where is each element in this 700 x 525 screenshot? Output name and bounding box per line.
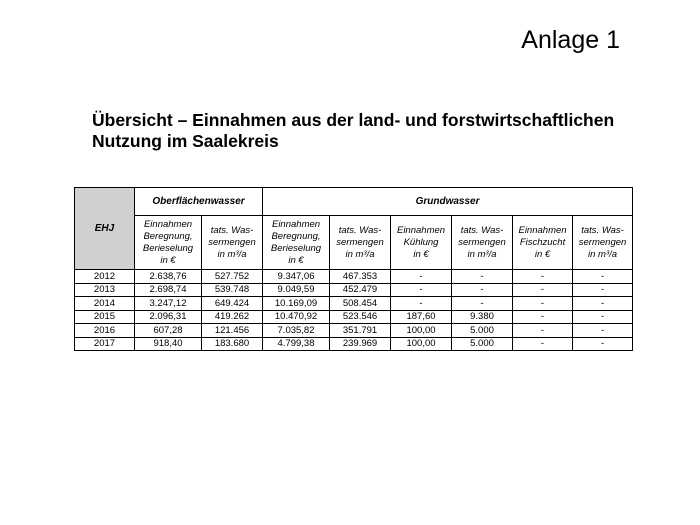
table-row bbox=[75, 283, 633, 297]
year-cell: 2015 bbox=[75, 310, 135, 324]
sub-header-cell bbox=[573, 216, 633, 270]
table-cell: 539.748 bbox=[202, 283, 263, 297]
sub-header-line: sermengen bbox=[578, 236, 627, 248]
revenue-table bbox=[74, 187, 633, 351]
sub-header-line: Fischzucht bbox=[519, 236, 566, 248]
sub-header-line: Einnahmen bbox=[518, 224, 567, 236]
group-header-row bbox=[75, 188, 633, 216]
table-cell: 10.470,92 bbox=[263, 310, 330, 324]
table-cell: - bbox=[513, 324, 573, 338]
year-cell: 2016 bbox=[75, 324, 135, 338]
table-cell: - bbox=[513, 297, 573, 311]
table-cell: - bbox=[573, 283, 633, 297]
table-cell: - bbox=[513, 337, 573, 351]
table-cell: - bbox=[513, 270, 573, 284]
group-oberflaechenwasser: Oberflächenwasser bbox=[135, 188, 263, 216]
sub-header-line: in € bbox=[534, 248, 551, 260]
sub-header-line: sermengen bbox=[336, 236, 384, 248]
table-cell: 183.680 bbox=[202, 337, 263, 351]
sub-header-line: Kühlung bbox=[403, 236, 439, 248]
sub-header-cell bbox=[391, 216, 452, 270]
table-cell: 523.546 bbox=[330, 310, 391, 324]
ehj-header: EHJ bbox=[75, 188, 135, 270]
sub-header-cell bbox=[452, 216, 513, 270]
table-row bbox=[75, 337, 633, 351]
sub-header-line: in m³/a bbox=[467, 248, 497, 260]
table-cell: 607,28 bbox=[135, 324, 202, 338]
table-cell: 508.454 bbox=[330, 297, 391, 311]
table-cell: - bbox=[391, 270, 452, 284]
sub-header-line: in € bbox=[413, 248, 429, 260]
table-cell: 2.096,31 bbox=[135, 310, 202, 324]
table-cell: 2.698,74 bbox=[135, 283, 202, 297]
table-cell: - bbox=[452, 283, 513, 297]
table-cell: 3.247,12 bbox=[135, 297, 202, 311]
table-cell: 100,00 bbox=[391, 337, 452, 351]
table-cell: 187,60 bbox=[391, 310, 452, 324]
sub-header-cell bbox=[263, 216, 330, 270]
sub-header-line: in m³/a bbox=[345, 248, 375, 260]
year-cell: 2012 bbox=[75, 270, 135, 284]
table-cell: - bbox=[573, 297, 633, 311]
sub-header-line: in € bbox=[160, 254, 176, 266]
sub-header-line: Beregnung, bbox=[143, 230, 193, 242]
table-cell: - bbox=[573, 310, 633, 324]
table-cell: - bbox=[391, 283, 452, 297]
table-cell: 10.169,09 bbox=[263, 297, 330, 311]
table-cell: - bbox=[573, 324, 633, 338]
table-row bbox=[75, 324, 633, 338]
table-cell: 452.479 bbox=[330, 283, 391, 297]
table-row bbox=[75, 297, 633, 311]
group-grundwasser: Grundwasser bbox=[263, 188, 633, 216]
table-cell: 4.799,38 bbox=[263, 337, 330, 351]
sub-header-line: Einnahmen bbox=[143, 218, 193, 230]
table-cell: 9.049,59 bbox=[263, 283, 330, 297]
table-cell: - bbox=[452, 270, 513, 284]
table-cell: 419.262 bbox=[202, 310, 263, 324]
annex-label: Anlage 1 bbox=[521, 26, 620, 54]
page-title: Übersicht – Einnahmen aus der land- und forstwirtschaftlichen Nutzung im Saalekreis bbox=[92, 110, 615, 151]
sub-header-cell bbox=[330, 216, 391, 270]
sub-header-row bbox=[75, 216, 633, 270]
sub-header-line: tats. Was- bbox=[581, 224, 624, 236]
table-row bbox=[75, 310, 633, 324]
table-cell: - bbox=[573, 337, 633, 351]
table-cell: - bbox=[452, 297, 513, 311]
sub-header-cell bbox=[135, 216, 202, 270]
table-cell: 527.752 bbox=[202, 270, 263, 284]
table-cell: 100,00 bbox=[391, 324, 452, 338]
year-cell: 2017 bbox=[75, 337, 135, 351]
sub-header-line: Beregnung, bbox=[271, 230, 321, 242]
table-cell: 2.638,76 bbox=[135, 270, 202, 284]
sub-header-line: Berieselung bbox=[270, 242, 322, 254]
sub-header-line: sermengen bbox=[208, 236, 256, 248]
sub-header-line: Berieselung bbox=[142, 242, 194, 254]
table-cell: 467.353 bbox=[330, 270, 391, 284]
table-cell: 649.424 bbox=[202, 297, 263, 311]
sub-header-line: Einnahmen bbox=[271, 218, 321, 230]
table-cell: 5.000 bbox=[452, 324, 513, 338]
year-cell: 2014 bbox=[75, 297, 135, 311]
sub-header-line: in m³/a bbox=[588, 248, 618, 260]
table-cell: - bbox=[513, 283, 573, 297]
table-row bbox=[75, 270, 633, 284]
table-cell: 351.791 bbox=[330, 324, 391, 338]
table-cell: 9.380 bbox=[452, 310, 513, 324]
table-cell: - bbox=[573, 270, 633, 284]
sub-header-line: tats. Was- bbox=[210, 224, 254, 236]
table-cell: 5.000 bbox=[452, 337, 513, 351]
table-cell: 239.969 bbox=[330, 337, 391, 351]
sub-header-cell bbox=[513, 216, 573, 270]
year-cell: 2013 bbox=[75, 283, 135, 297]
sub-header-line: tats. Was- bbox=[338, 224, 382, 236]
sub-header-line: Einnahmen bbox=[396, 224, 446, 236]
sub-header-line: tats. Was- bbox=[460, 224, 504, 236]
sub-header-line: in € bbox=[288, 254, 304, 266]
sub-header-cell bbox=[202, 216, 263, 270]
table-cell: - bbox=[391, 297, 452, 311]
sub-header-line: in m³/a bbox=[217, 248, 247, 260]
table-cell: 121.456 bbox=[202, 324, 263, 338]
table-cell: - bbox=[513, 310, 573, 324]
sub-header-line: sermengen bbox=[458, 236, 506, 248]
table-cell: 9.347,06 bbox=[263, 270, 330, 284]
table-cell: 7.035,82 bbox=[263, 324, 330, 338]
table-cell: 918,40 bbox=[135, 337, 202, 351]
